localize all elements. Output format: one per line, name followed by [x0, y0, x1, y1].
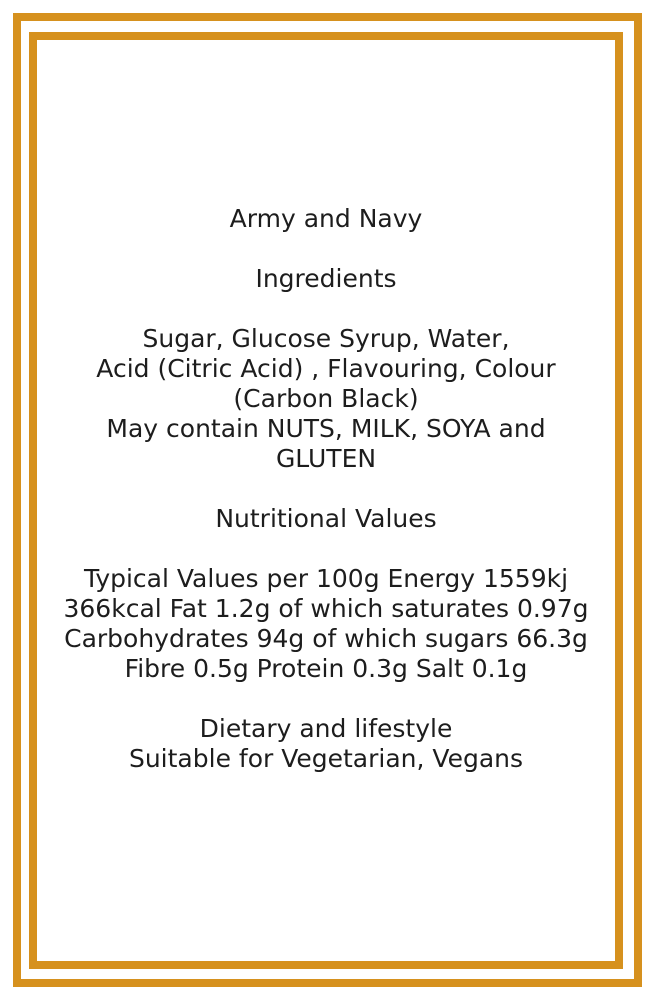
- ingredients-line: Acid (Citric Acid) , Flavouring, Colour: [96, 354, 556, 383]
- ingredients-line: Sugar, Glucose Syrup, Water,: [142, 324, 510, 353]
- spacer: [37, 294, 615, 324]
- ingredients-line: (Carbon Black): [233, 384, 419, 413]
- spacer: [37, 474, 615, 504]
- allergen-line: May contain NUTS, MILK, SOYA and: [106, 414, 546, 443]
- spacer: [37, 534, 615, 564]
- nutrition-line: Typical Values per 100g Energy 1559kj: [83, 564, 569, 593]
- nutrition-line: 366kcal Fat 1.2g of which saturates 0.97g: [63, 594, 589, 623]
- nutrition-line: Carbohydrates 94g of which sugars 66.3g: [64, 624, 588, 653]
- nutrition-line: Fibre 0.5g Protein 0.3g Salt 0.1g: [124, 654, 528, 683]
- spacer: [37, 684, 615, 714]
- allergen-line: GLUTEN: [275, 444, 377, 473]
- label-content: [37, 40, 615, 961]
- outer-border-frame: [13, 13, 642, 987]
- dietary-line: Suitable for Vegetarian, Vegans: [128, 744, 524, 773]
- inner-border-frame: [29, 32, 623, 969]
- product-name: Army and Navy: [229, 204, 423, 233]
- dietary-heading: Dietary and lifestyle: [199, 714, 453, 743]
- spacer: [37, 234, 615, 264]
- nutrition-heading: Nutritional Values: [215, 504, 437, 533]
- ingredients-heading: Ingredients: [255, 264, 397, 293]
